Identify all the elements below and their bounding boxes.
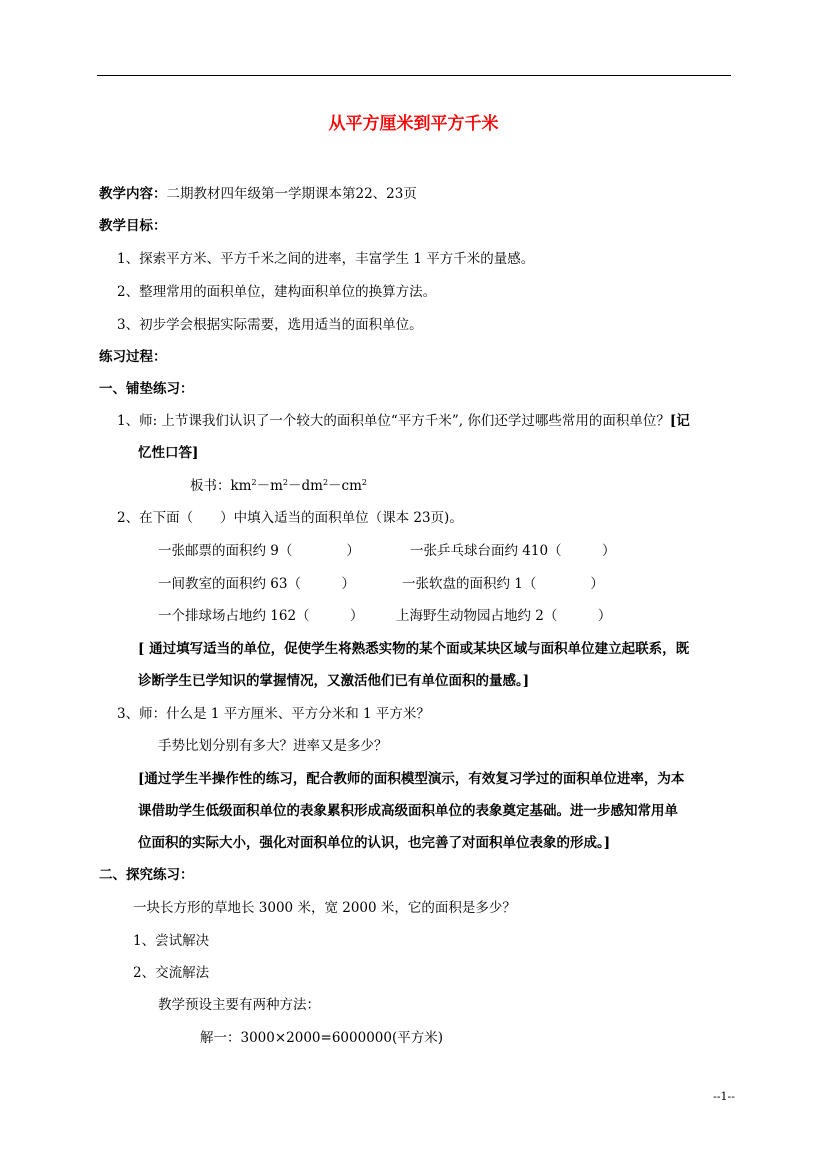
fill-item: 一间教室的面积约 63（ ） xyxy=(158,576,355,592)
step-1: 1、尝试解决 xyxy=(133,933,210,949)
board-unit-km: km xyxy=(230,478,252,494)
goal-item-2: 2、整理常用的面积单位，建构面积单位的换算方法。 xyxy=(117,284,437,300)
page-title: 从平方厘米到平方千米 xyxy=(328,114,499,134)
board-label: 板书： xyxy=(190,478,231,494)
board-dash: － xyxy=(256,478,271,494)
item1-line1 xyxy=(117,411,690,431)
item1-text: 1、师: 上节课我们认识了一个较大的面积单位“平方千米”, 你们还学过哪些常用的面积单位？ xyxy=(117,413,670,429)
item3-line1: 3、师：什么是 1 平方厘米、平方分米和 1 平方米？ xyxy=(117,706,430,722)
board-dash: － xyxy=(328,478,342,494)
fill-item: 上海野生动物园占地约 2（ ） xyxy=(396,608,612,624)
board-unit-cm: cm xyxy=(341,478,362,494)
teaching-content-label: 教学内容： xyxy=(99,186,167,202)
fill-item: 一张乒乓球台面约 410（ ） xyxy=(410,543,616,559)
board-unit-dm: dm xyxy=(301,478,323,494)
board-power: 2 xyxy=(282,478,288,487)
item3-line2: 手势比划分别有多大？进率又是多少？ xyxy=(158,738,388,754)
fill-item: 一张软盘的面积约 1（ ） xyxy=(402,576,604,592)
goal-item-1: 1、探索平方米、平方千米之间的进率，丰富学生 1 平方千米的量感。 xyxy=(117,251,535,267)
section1-label: 一、铺垫练习： xyxy=(99,381,194,397)
item2-line: 2、在下面（ ）中填入适当的面积单位（课本 23页)。 xyxy=(117,510,463,526)
solution-1: 解一：3000×2000=6000000(平方米) xyxy=(200,1030,443,1046)
item1-note-start: [记 xyxy=(669,413,690,429)
item1-note-end: 忆性口答] xyxy=(138,445,199,461)
preset-text: 教学预设主要有两种方法： xyxy=(158,997,320,1013)
board-power: 2 xyxy=(322,478,329,487)
teaching-content-text: 二期教材四年级第一学期课本第22、23页 xyxy=(166,186,417,202)
note1-line1: [ 通过填写适当的单位，促使学生将熟悉实物的某个面或某块区域与面积单位建立起联系，既 xyxy=(138,641,690,657)
fill-item: 一张邮票的面积约 9（ ） xyxy=(158,543,360,559)
goal-item-3: 3、初步学会根据实际需要，选用适当的面积单位。 xyxy=(117,317,423,333)
section2-label: 二、探究练习： xyxy=(99,867,194,883)
header-rule xyxy=(97,75,731,76)
page-number: --1-- xyxy=(713,1090,735,1103)
note1-line2: 诊断学生已学知识的掌握情况，又激活他们已有单位面积的量感。] xyxy=(138,673,530,689)
process-label: 练习过程： xyxy=(99,349,167,365)
board-dash: － xyxy=(287,478,302,494)
note2-line2: 课借助学生低级面积单位的表象累积形成高级面积单位的表象奠定基础。进一步感知常用单 xyxy=(138,803,678,819)
teaching-content-line xyxy=(99,184,417,204)
fill-item: 一个排球场占地约 162（ ） xyxy=(158,608,364,624)
step-2: 2、交流解法 xyxy=(133,965,210,981)
board-unit-m: m xyxy=(270,478,283,494)
board-power: 2 xyxy=(361,478,367,487)
note2-line3: 位面积的实际大小，强化对面积单位的认识，也完善了对面积单位表象的形成。] xyxy=(138,835,611,851)
note2-line1: [通过学生半操作性的练习，配合教师的面积模型演示，有效复习学过的面积单位进率，为本 xyxy=(138,771,685,787)
board-power: 2 xyxy=(251,478,257,487)
goals-label: 教学目标： xyxy=(99,218,167,234)
board-writing xyxy=(190,476,367,496)
problem-text: 一块长方形的草地长 3000 米，宽 2000 米，它的面积是多少？ xyxy=(133,900,516,916)
